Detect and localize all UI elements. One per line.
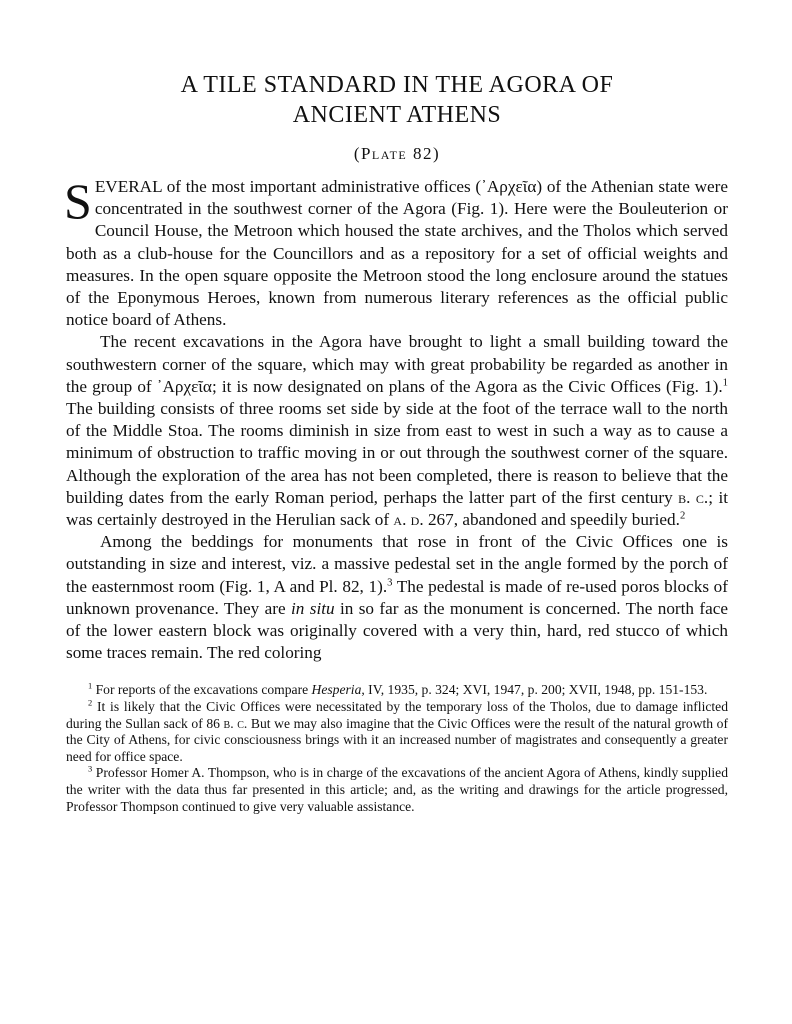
drop-cap: S	[64, 173, 92, 229]
greek-term: ᾽Αρχεῖα	[481, 177, 537, 196]
greek-term: ᾽Αρχεῖα	[156, 376, 212, 396]
article-body	[64, 173, 729, 664]
footnote-1: $^1$ For reports of the excavations compare Hesperia, IV, 1935, p. 324; XVI, 1947, p. 200; XVII, 1948, pp. 151-153.	[88, 680, 708, 698]
footnote-2: $^2$ It is likely that the Civic Offices were necessitated by the temporary loss of the Tholos, due to damage inflicted during the Sullan sack of 86 b. c. But we may also imagine that the Civic Offices were the result of the natural growth of the City of Athens, for civic consciousness brings with it an increased number of magistrates and consequently a greater need for office space.	[66, 697, 729, 764]
article-page	[66, 70, 728, 815]
footnotes	[66, 682, 728, 815]
paragraph-2: The recent excavations in the Agora have brought to light a small building toward the southwestern corner of the square, which may with great probability be regarded as another in the group of ᾽Αρχεῖα; it is now designated on plans of the Agora as the Civic Offices (Fig. 1).$^1$ The building consists of three rooms set side by side at the foot of the terrace wall to the north of the Middle Stoa. The rooms diminish in size from east to west in such a way as to cause a minimum of obstruction to traffic moving in or out through the southwest corner of the square. Although the exploration of the area has not been completed, there is reason to believe that the building dates from the early Roman period, perhaps the latter part of the first century b. c.; it was certainly destroyed in the Herulian sack of a. d. 267, abandoned and speedily buried.$^2$	[66, 332, 728, 530]
plate-reference: (Plate 82)	[353, 144, 441, 163]
title-line-2: ANCIENT ATHENS	[292, 102, 502, 128]
paragraph-3: Among the beddings for monuments that rose in front of the Civic Offices one is outstanding in size and interest, viz. a massive pedestal set in the angle formed by the porch of the easternmost room (Fig. 1, A and Pl. 82, 1).$^3$ The pedestal is made of re-used poros blocks of unknown provenance. They are in situ in so far as the monument is concerned. The north face of the lower eastern block was originally covered with a very thin, hard, red stucco of which some traces remain. The red coloring	[66, 532, 729, 663]
footnote-3: $^3$ Professor Homer A. Thompson, who is in charge of the excavations of the ancient Agora of Athens, kindly supplied the writer with the data thus far presented in this article; and, as the writing and drawings for the article progressed, Professor Thompson continued to give very valuable assistance.	[66, 763, 728, 814]
article-title	[66, 70, 728, 130]
footnote-ref-2[interactable]: 2	[679, 510, 686, 522]
footnote-ref-1[interactable]: 1	[722, 377, 728, 389]
title-line-1: A TILE STANDARD IN THE AGORA OF	[180, 72, 614, 98]
italic-in-situ: in situ	[291, 598, 335, 618]
paragraph-1: SEVERAL of the most important administrative offices (᾽Αρχεῖα) of the Athenian state were concentrated in the southwest corner of the Agora (Fig. 1). Here were the Bouleuterion or Council House, the Metroon which housed the state archives, and the Tholos which served both as a club-house for the Councillors and as a repository for a set of official weights and measures. In the open square opposite the Metroon stood the long enclosure around the statues of the Eponymous Heroes, known from numerous literary references as the official public notice board of Athens.	[64, 173, 728, 330]
footnote-ref-3[interactable]: 3	[387, 576, 393, 588]
